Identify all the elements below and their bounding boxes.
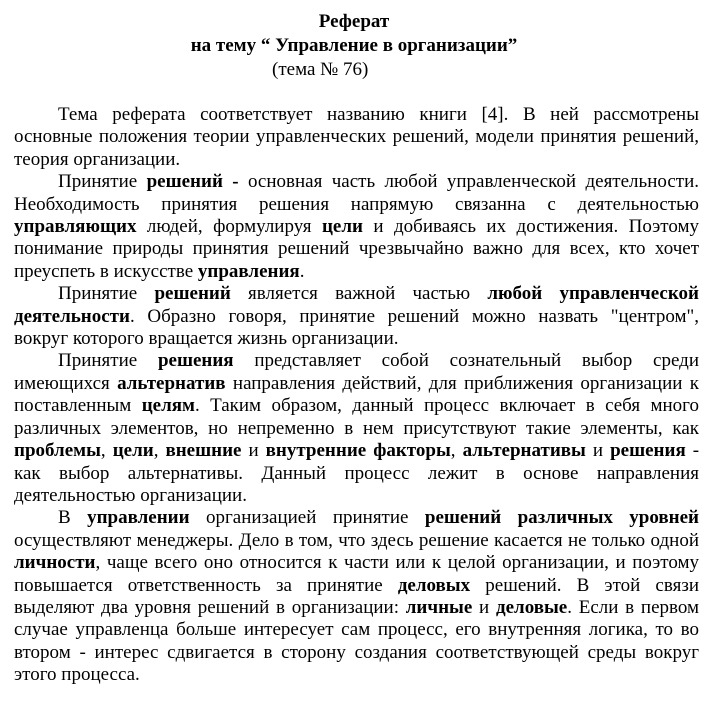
bold-term: цели <box>321 216 363 238</box>
text-run: представляет собой сознательный выбор среди имеющихся <box>14 350 699 394</box>
bold-term: деловые <box>495 596 568 618</box>
bold-term: управлении <box>87 507 190 529</box>
text-run: основная часть любой управленческой деятельности. Необходимость принятия решения напрямую связанна с деятельностью <box>14 171 699 215</box>
text-run: и <box>241 440 266 462</box>
document-title: Реферат <box>318 11 390 32</box>
text-run: Принятие <box>58 171 147 193</box>
text-run: осуществляют менеджеры. Дело в том, что здесь решение касается не только одной <box>14 529 699 551</box>
text-run: и <box>472 596 496 618</box>
bold-term: решения <box>157 350 234 372</box>
text-run: . <box>299 260 305 282</box>
paragraph <box>14 507 699 686</box>
text-run: организацией принятие <box>189 507 425 529</box>
bold-term: проблемы <box>14 440 101 462</box>
paragraph <box>14 350 699 507</box>
text-run: , <box>100 440 113 462</box>
bold-term: решений различных уровней <box>424 507 699 529</box>
bold-term: личности <box>14 552 96 574</box>
topic-number: (тема № 76) <box>272 59 369 80</box>
text-run: , <box>153 440 166 462</box>
bold-term: управляющих <box>14 216 137 238</box>
bold-term: решений <box>154 283 231 305</box>
bold-term: любой управленческой деятельности <box>14 283 699 327</box>
paragraph <box>14 104 699 171</box>
bold-term: деловых <box>397 574 471 596</box>
bold-term: альтернативы <box>462 440 586 462</box>
paragraph <box>14 283 699 350</box>
text-run: направления действий, для приближения организации к поставленным <box>14 372 699 417</box>
text-run: и добиваясь их достижения. Поэтому понимание природы принятия решений чрезвычайно важно для всех, кто хочет преуспеть в искусстве <box>14 216 699 282</box>
text-run: людей, формулируя <box>136 216 322 238</box>
text-run: является важной частью <box>230 283 488 305</box>
document-topic: на тему “ Управление в организации” <box>190 35 518 56</box>
document-body <box>14 104 699 687</box>
text-run: и <box>585 440 611 462</box>
bold-term: целям <box>141 395 195 417</box>
bold-term: цели <box>112 440 154 462</box>
text-run: В <box>58 507 88 529</box>
text-run: . Если в первом случае управленца больше интересует сам процесс, его внутренняя логика, то во втором - интерес сдвигается в сторону создания соответствующей среды вокруг этого процесса. <box>14 596 700 686</box>
text-run: Тема реферата соответствует названию книги [4]. В ней рассмотрены основные положения теории управленческих решений, модели принятия решений, теория организации. <box>14 104 699 170</box>
bold-term: внутренние факторы <box>265 440 451 462</box>
paragraph <box>14 171 699 283</box>
text-run: Принятие <box>58 350 158 372</box>
text-run: решений. В этой связи выделяют два уровня решений в организации: <box>14 574 699 618</box>
text-run: , <box>450 440 463 462</box>
text-run: , чаще всего оно относится к части или к целой организации, и поэтому повышается ответственность за принятие <box>14 552 699 596</box>
text-run: . Таким образом, данный процесс включает в себя много различных элементов, но непременно в нем присутствуют такие элементы, как <box>14 395 699 439</box>
text-run: - как выбор альтернативы. Данный процесс лежит в основе направления деятельностью организации. <box>14 440 700 506</box>
text-run: . Образно говоря, принятие решений можно назвать "центром", вокруг которого вращается жизнь организации. <box>14 305 699 350</box>
bold-term: личные <box>405 596 473 618</box>
bold-term: решений - <box>146 171 239 193</box>
bold-term: решения <box>610 440 686 462</box>
bold-term: внешние <box>165 440 242 462</box>
title-block <box>0 10 709 82</box>
text-run: Принятие <box>58 283 155 305</box>
bold-term: альтернатив <box>117 372 226 394</box>
bold-term: управления <box>197 260 300 282</box>
